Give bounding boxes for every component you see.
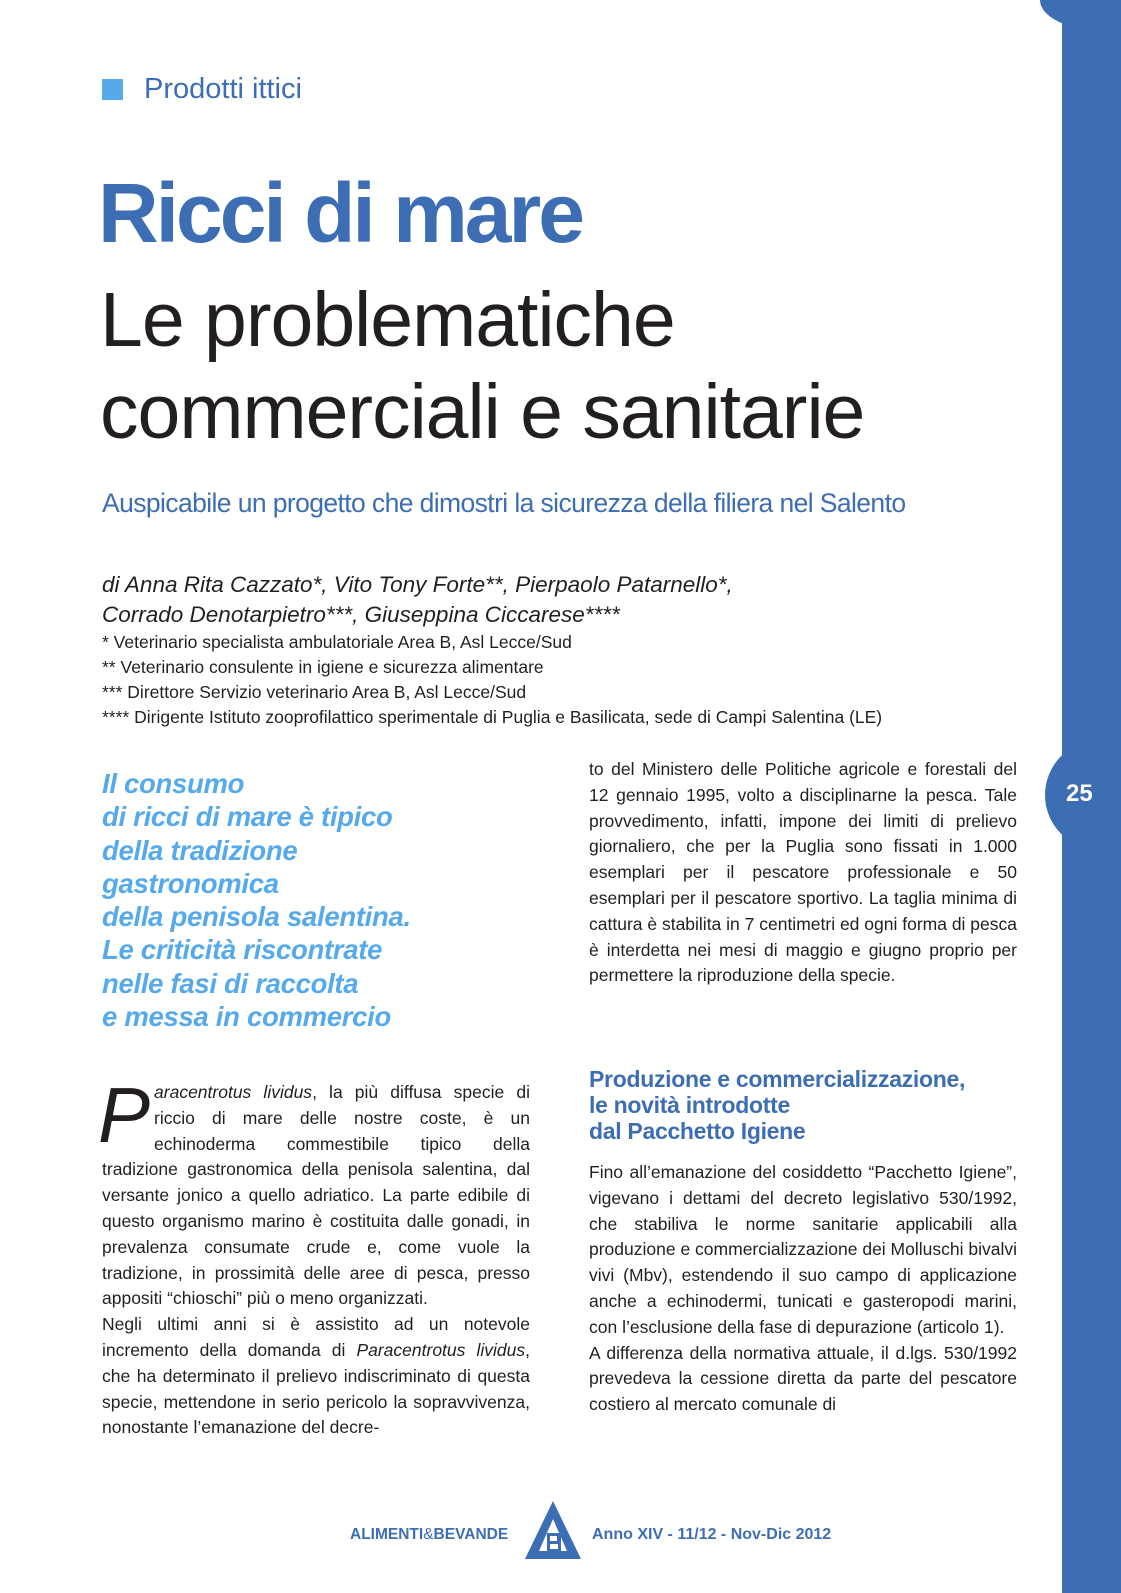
paragraph-text: , che ha determinato il prelievo indiscriminato di questa specie, mettendone in serio pericolo la sopravvivenza, nonostante l’emanazione del decre- — [102, 1339, 530, 1438]
pull-quote-line: gastronomica — [102, 867, 279, 899]
body-paragraph — [98, 1071, 530, 1312]
affiliation: * Veterinario specialista ambulatoriale Area B, Asl Lecce/Sud — [102, 632, 572, 652]
pull-quote-line: Le criticità riscontrate — [102, 934, 383, 966]
pull-quote-line: e messa in commercio — [102, 1001, 392, 1033]
body-column-right-top — [589, 757, 1017, 989]
magazine-name-part: ALIMENTI — [350, 1526, 424, 1543]
affiliation: **** Dirigente Istituto zooprofilattico sperimentale di Puglia e Basilicata, sede di Campi Salentina (LE) — [102, 707, 883, 727]
body-column-right-bottom — [589, 1160, 1017, 1418]
pull-quote-line: della tradizione — [102, 834, 298, 866]
species-name: Paracentrotus lividus — [356, 1339, 526, 1360]
pull-quote-line: nelle fasi di raccolta — [102, 967, 359, 999]
body-paragraph — [102, 1312, 530, 1441]
article-subtitle-lines — [100, 274, 864, 458]
magazine-ampersand: & — [423, 1526, 434, 1543]
paragraph-text: Negli ultimi anni si è assistito ad un notevole incremento della domanda di — [102, 1314, 530, 1360]
authors-line-1: di Anna Rita Cazzato*, Vito Tony Forte**, Pierpaolo Patarnello*, — [102, 572, 733, 597]
issue-info: Anno XIV - 11/12 - Nov-Dic 2012 — [592, 1526, 832, 1543]
section-square-icon — [102, 79, 123, 100]
paragraph-text: , la più diffusa specie di riccio di mare delle nostre coste, è un echinoderma commestibile tipico della tradizione gastronomica della penisola salentina, dal versante jonico a quello adriatico. La parte edibile di questo organismo marino è costituita dalle gonadi, in prevalenza consumate crude e, come vuole la tradizione, in prossimità delle aree di pesca, presso appositi “chioschi” più o meno organizzati. — [102, 1082, 530, 1309]
title-line-1: Le problematiche — [100, 277, 675, 363]
magazine-name — [350, 1526, 508, 1544]
species-name: aracentrotus lividus — [154, 1082, 313, 1102]
pull-quote-line: di ricci di mare è tipico — [102, 801, 393, 833]
section-header — [102, 72, 302, 106]
page-number: 25 — [1066, 780, 1093, 807]
authors-line-2: Corrado Denotarpietro***, Giuseppina Ciccarese**** — [102, 602, 620, 627]
magazine-logo-icon — [523, 1499, 583, 1561]
article-title: Ricci di mare — [98, 166, 582, 260]
section-heading-line: Produzione e commercializzazione, — [589, 1066, 966, 1092]
pull-quote-line: della penisola salentina. — [102, 901, 411, 933]
section-heading-line: le novità introdotte — [589, 1092, 791, 1118]
section-heading-line: dal Pacchetto Igiene — [589, 1118, 806, 1144]
affiliation: *** Direttore Servizio veterinario Area B, Asl Lecce/Sud — [102, 682, 527, 702]
title-line-2: commerciali e sanitarie — [100, 369, 865, 455]
body-column-left — [98, 1071, 530, 1441]
body-paragraph: Fino all’emanazione del cosiddetto “Pacchetto Igiene”, vigevano i dettami del decreto legislativo 530/1992, che stabiliva le norme sanitarie applicabili alla produzione e commercializzazione dei Molluschi bivalvi vivi (Mbv), estendendo il suo campo di applicazione anche a echinodermi, tunicati e gasteropodi marini, con l’esclusione della fase di depurazione (articolo 1). — [589, 1162, 1017, 1337]
article-deck: Auspicabile un progetto che dimostri la sicurezza della filiera nel Salento — [102, 488, 906, 518]
affiliations — [102, 630, 882, 730]
section-heading — [589, 1066, 965, 1144]
body-paragraph: to del Ministero delle Politiche agricole e forestali del 12 gennaio 1995, volto a disciplinarne la pesca. Tale provvedimento, infatti, impone dei limiti di prelievo giornaliero, che per la Puglia sono fissati in 1.000 esemplari per il pescatore professionale e 50 esemplari per il pescatore sportivo. La taglia minima di cattura è stabilita in 7 centimetri ed ogni forma di pesca è interdetta nei mesi di maggio e giugno proprio per permettere la riproduzione della specie. — [589, 759, 1017, 986]
drop-cap: P — [98, 1071, 151, 1159]
pull-quote — [102, 767, 411, 1033]
body-paragraph: A differenza della normativa attuale, il d.lgs. 530/1992 prevedeva la cessione diretta da parte del pescatore costiero al mercato comunale di — [589, 1342, 1017, 1415]
authors — [102, 570, 733, 630]
pull-quote-line: Il consumo — [102, 768, 245, 799]
right-margin-bar-top — [1040, 0, 1120, 30]
section-label: Prodotti ittici — [144, 72, 302, 105]
affiliation: ** Veterinario consulente in igiene e sicurezza alimentare — [102, 657, 544, 677]
magazine-name-part: BEVANDE — [433, 1526, 509, 1543]
